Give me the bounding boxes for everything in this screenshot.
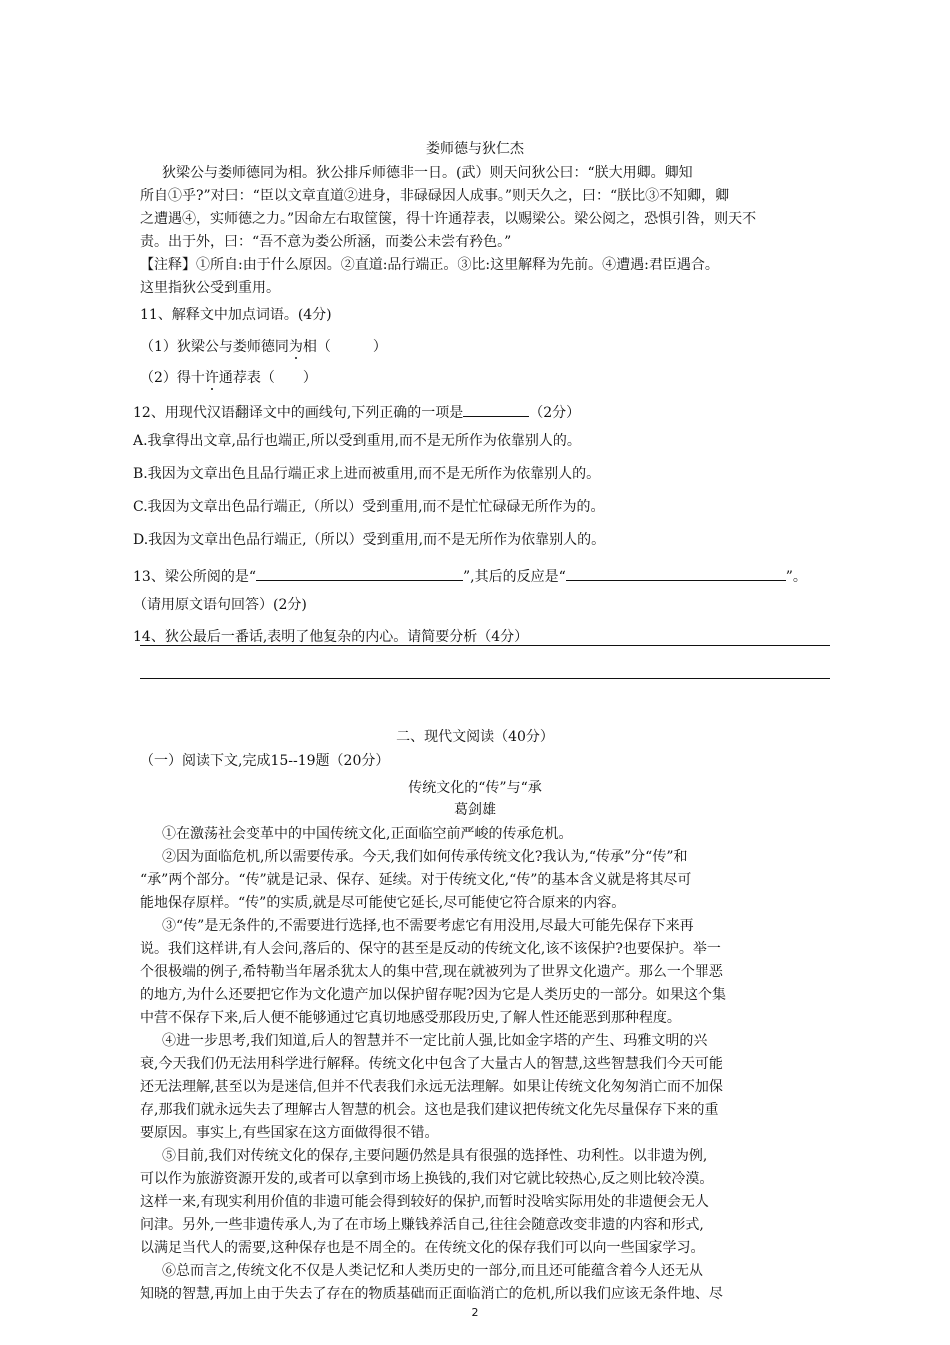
answer-line[interactable] — [140, 678, 830, 679]
question-14-stem: 14、狄公最后一番话,表明了他复杂的内心。请简要分析（4分） — [133, 629, 529, 645]
article-line: ④进一步思考,我们知道,后人的智慧并不一定比前人强,比如金字塔的产生、玛雅文明的兴 — [162, 1033, 708, 1049]
article-line: 可以作为旅游资源开发的,或者可以拿到市场上换钱的,我们对它就比较热心,反之则比较冷漠。 — [140, 1171, 714, 1187]
article-line: 存,那我们就永远失去了理解古人智慧的机会。这也是我们建议把传统文化先尽量保存下来的重 — [140, 1102, 719, 1118]
passage-line: 之遭遇④，实师德之力。”因命左右取筐箧，得十许通荐表，以赐梁公。梁公阅之，恐惧引咎，则天不 — [140, 211, 757, 227]
question-13-note: （请用原文语句回答）(2分) — [133, 597, 307, 613]
article-line: 要原因。事实上,有些国家在这方面做得很不错。 — [140, 1125, 439, 1141]
question-11-item-1: （1）狄梁公与娄师德同为相（ ） — [140, 339, 387, 355]
article-line: ②因为面临危机,所以需要传承。今天,我们如何传承传统文化?我认为,“传承”分“传”和 — [162, 849, 688, 865]
article-line: 这样一来,有现实利用价值的非遗可能会得到较好的保护,而暂时没啥实际用处的非遗便会无人 — [140, 1194, 709, 1210]
section-heading: 二、现代文阅读（40分） — [396, 729, 554, 745]
passage-line: 责。出于外，曰：“吾不意为娄公所涵，而娄公未尝有矜色。” — [140, 234, 512, 250]
article-line: 中营不保存下来,后人便不能够通过它真切地感受那段历史,了解人性还能恶到那种程度。 — [140, 1010, 681, 1026]
annotation-note-cont: 这里指狄公受到重用。 — [140, 280, 280, 296]
subsection-heading: （一）阅读下文,完成15--19题（20分） — [140, 753, 390, 769]
article-line: 问津。另外,一些非遗传承人,为了在市场上赚钱养活自己,往往会随意改变非遗的内容和形式, — [140, 1217, 704, 1233]
emphasis-dot-word: 许 — [204, 370, 219, 386]
option-d: D.我因为文章出色品行端正,（所以）受到重用,而不是无所作为依靠别人的。 — [133, 532, 606, 548]
article-line: 还无法理解,甚至以为是迷信,但并不代表我们永远无法理解。如果让传统文化匆匆消亡而不加保 — [140, 1079, 723, 1095]
option-b: B.我因为文章出色且品行端正求上进而被重用,而不是无所作为依靠别人的。 — [133, 466, 601, 482]
answer-blank[interactable] — [463, 402, 529, 417]
option-a: A.我拿得出文章,品行也端正,所以受到重用,而不是无所作为依靠别人的。 — [133, 433, 581, 449]
article-line: ⑤目前,我们对传统文化的保存,主要问题仍然是具有很强的选择性、功利性。以非遗为例, — [162, 1148, 708, 1164]
article-line: 说。我们这样讲,有人会问,落后的、保守的甚至是反动的传统文化,该不该保护?也要保护。举一 — [140, 941, 721, 957]
article-line: 的地方,为什么还要把它作为文化遗产加以保护留存呢?因为它是人类历史的一部分。如果这个集 — [140, 987, 726, 1003]
passage-line: 所自①乎?”对曰：“臣以文章直道②进身，非碌碌因人成事。”则天久之，曰：“朕比③不知卿，卿 — [140, 188, 730, 204]
article-line: ①在激荡社会变革中的中国传统文化,正面临空前严峻的传承危机。 — [162, 826, 573, 842]
question-11-item-2: （2）得十许通荐表（ ） — [140, 370, 317, 386]
article-line: 衰,今天我们仍无法用科学进行解释。传统文化中包含了大量古人的智慧,这些智慧我们今天可能 — [140, 1056, 723, 1072]
passage-line: 狄梁公与娄师德同为相。狄公排斥师德非一日。(武）则天问狄公曰：“朕大用卿。卿知 — [162, 165, 693, 181]
article-line: “承”两个部分。“传”就是记录、保存、延续。对于传统文化,“传”的基本含义就是将其尽可 — [140, 872, 692, 888]
article-line: 个很极端的例子,希特勒当年屠杀犹太人的集中营,现在就被列为了世界文化遗产。那么一个罪恶 — [140, 964, 723, 980]
answer-blank[interactable] — [566, 566, 786, 581]
article-line: 能地保存原样。“传”的实质,就是尽可能使它延长,尽可能使它符合原来的内容。 — [140, 895, 626, 911]
page-number: 2 — [471, 1306, 479, 1319]
article-title: 传统文化的“传”与“承 — [408, 780, 542, 796]
option-c: C.我因为文章出色品行端正,（所以）受到重用,而不是忙忙碌碌无所作为的。 — [133, 499, 605, 515]
passage-title: 娄师德与狄仁杰 — [426, 141, 524, 157]
article-line: 以满足当代人的需要,这种保存也是不周全的。在传统文化的保存我们可以向一些国家学习。 — [140, 1240, 705, 1256]
question-13-stem: 13、梁公所阅的是“ ”,其后的反应是“ ”。 — [133, 566, 807, 584]
annotation-note: 【注释】①所自:由于什么原因。②直道:品行端正。③比:这里解释为先前。④遭遇:君臣遇合。 — [140, 257, 719, 273]
answer-line[interactable] — [140, 645, 830, 646]
question-12-stem: 12、用现代汉语翻译文中的画线句,下列正确的一项是 （2分） — [133, 402, 580, 420]
article-line: 知晓的智慧,再加上由于失去了存在的物质基础而正面临消亡的危机,所以我们应该无条件地、尽 — [140, 1286, 723, 1302]
question-11-stem: 11、解释文中加点词语。(4分) — [140, 307, 332, 323]
emphasis-dot-word: 为 — [288, 339, 303, 355]
answer-blank[interactable] — [256, 566, 463, 581]
article-line: ③“传”是无条件的,不需要进行选择,也不需要考虑它有用没用,尽最大可能先保存下来再 — [162, 918, 694, 934]
article-author: 葛剑雄 — [454, 802, 496, 818]
article-line: ⑥总而言之,传统文化不仅是人类记忆和人类历史的一部分,而且还可能蕴含着今人还无从 — [162, 1263, 703, 1279]
